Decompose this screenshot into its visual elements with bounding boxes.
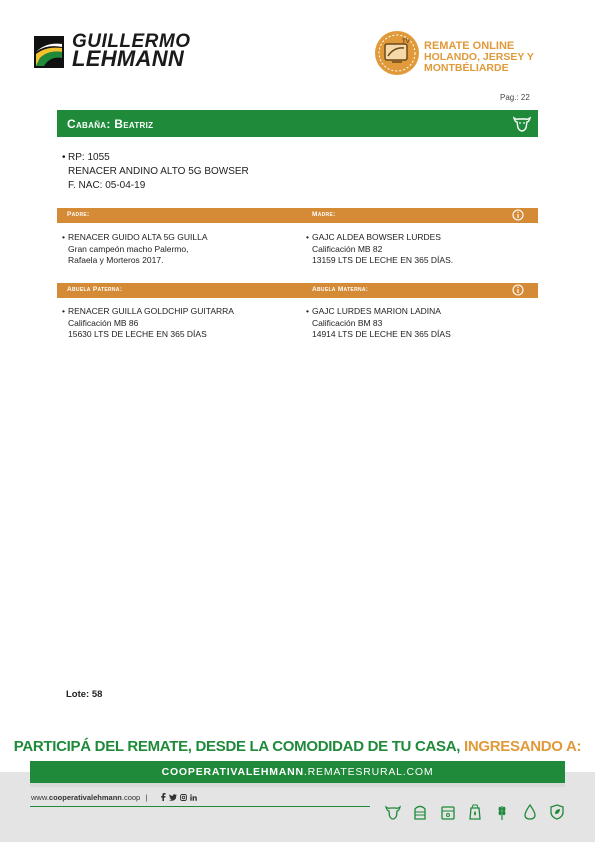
abuela-materna-name: GAJC LURDES MARION LADINA [312,306,441,316]
cow-icon [385,803,401,821]
padre-detail2: Rafaela y Morteros 2017. [68,255,164,265]
abuela-paterna-detail2: 15630 LTS DE LECHE EN 365 DÍAS [68,329,207,339]
footer-divider [30,806,370,807]
madre-detail1: Calificación MB 82 [312,243,383,254]
drop-icon [522,803,538,821]
website-link[interactable] [31,793,147,802]
guillermo-lehmann-logo [34,33,219,73]
remate-tv-badge-icon [374,30,420,76]
logo-line1: GUILLERMO [72,31,191,52]
badge-text: TV [402,39,410,45]
category-icons [385,803,565,825]
site-bold: cooperativalehmann [48,793,122,802]
instagram-icon[interactable] [180,794,187,801]
grandmothers-bar [57,283,538,298]
footer-separator: | [145,793,148,802]
abuela-materna-label: Abuela Materna: [312,286,369,293]
url-bar-shadow [30,783,565,787]
url-rest: .REMATESRURAL.COM [303,766,434,778]
facebook-icon[interactable] [160,793,166,801]
lote-number: Lote: 58 [66,689,103,700]
abuela-paterna-info: • RENACER GUILLA GOLDCHIP GUITARRA Calificación MB 86 15630 LTS DE LECHE EN 365 DÍAS [62,306,234,339]
animal-rp: RP: 1055 [68,152,110,163]
madre-name: GAJC ALDEA BOWSER LURDES [312,232,441,242]
info-icon[interactable] [512,284,524,296]
cabana-title: Cabaña: Beatriz [67,117,154,131]
madre-detail2: 13159 LTS DE LECHE EN 365 DÍAS. [312,255,454,265]
logo-line2: LEHMANN [72,46,185,71]
madre-label: Madre: [312,211,336,218]
url-bold: COOPERATIVALEHMANN [161,766,304,778]
abuela-materna-info: • GAJC LURDES MARION LADINA Calificación BM 83 14914 LTS DE LECHE EN 365 DÍAS [306,306,451,339]
page-number: Pag.: 22 [500,93,530,102]
cabana-header-bar [57,110,538,137]
animal-birth-date: F. NAC: 05-04-19 [68,180,146,191]
cta-orange-text: INGRESANDO A: [464,738,582,755]
abuela-paterna-name: RENACER GUILLA GOLDCHIP GUITARRA [68,306,234,316]
site-prefix: www. [31,793,49,802]
social-icons [160,793,197,801]
remate-url-link[interactable] [30,761,565,783]
abuela-paterna-label: Abuela Paterna: [67,286,123,293]
feed-icon [440,803,456,821]
madre-info: • GAJC ALDEA BOWSER LURDES Calificación MB 82 13159 LTS DE LECHE EN 365 DÍAS. [306,232,454,265]
twitter-icon[interactable] [169,794,177,801]
padre-info: • RENACER GUIDO ALTA 5G GUILLA Gran campeón macho Palermo, Rafaela y Morteros 2017. [62,232,208,265]
parents-bar [57,208,538,223]
animal-name: RENACER ANDINO ALTO 5G BOWSER [68,166,249,177]
cow-head-icon [512,113,532,133]
logo-mark-icon [34,36,64,68]
remate-title [424,41,595,74]
abuela-paterna-detail1: Calificación MB 86 [68,317,139,328]
info-icon[interactable] [512,209,524,221]
abuela-materna-detail1: Calificación BM 83 [312,317,383,328]
shield-leaf-icon [549,803,565,821]
cta-green-text: PARTICIPÁ DEL REMATE, DESDE LA COMODIDAD DE TU CASA, [13,738,464,755]
padre-label: Padre: [67,211,90,218]
linkedin-icon[interactable] [190,794,197,801]
seed-bag-icon [467,803,483,821]
animal-info: • RP: 1055 RENACER ANDINO ALTO 5G BOWSER F. NAC: 05-04-19 [62,152,249,191]
remate-line1: REMATE ONLINE [424,40,515,52]
padre-detail1: Gran campeón macho Palermo, [68,243,189,254]
site-suffix: .coop [121,793,141,802]
remate-line2: HOLANDO, JERSEY Y MONTBÉLIARDE [424,51,534,74]
padre-name: RENACER GUIDO ALTA 5G GUILLA [68,232,208,242]
wheat-icon [494,803,510,821]
silo-icon [412,803,428,821]
cta-text [0,738,595,755]
abuela-materna-detail2: 14914 LTS DE LECHE EN 365 DÍAS [312,329,451,339]
